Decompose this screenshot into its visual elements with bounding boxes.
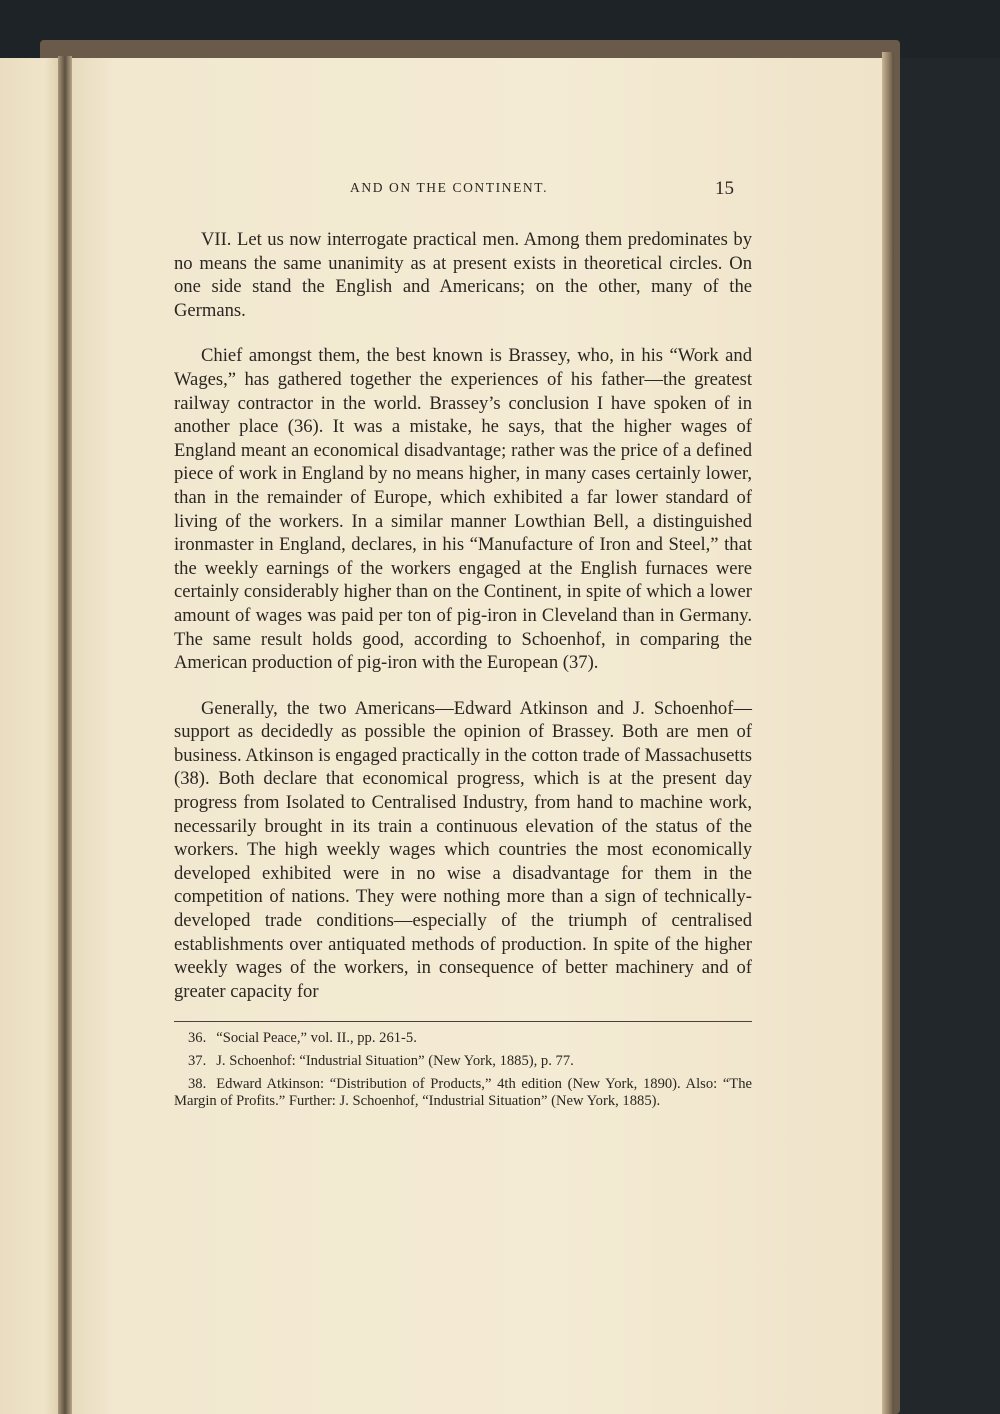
paragraph: Generally, the two Americans—Edward Atkinson and J. Schoenhof—support as decidedly as possible the opinion of Brassey. Both are men of business. Atkinson is engaged practically in the cotton trade of Massachusetts (38). Both declare that economical progress, which is at the present day progress from Isolated to Centralised Industry, from hand to machine work, necessarily brought in its train a continuous elevation of the status of the workers. The high weekly wages which countries the most economically developed exhibited were in no wise a disadvantage for them in the competition of nations. They were nothing more than a sign of technically-developed trade conditions—especially of the triumph of centralised establishments over antiquated methods of production. In spite of the higher weekly wages of the workers, in consequence of better machinery and of greater capacity for: [174, 697, 752, 1002]
footnotes: [174, 1030, 752, 1110]
page-number: 15: [715, 178, 734, 199]
footnote-text: J. Schoenhof: “Industrial Situation” (New York, 1885), p. 77.: [216, 1053, 574, 1070]
footnote: [174, 1030, 752, 1047]
book-gutter: [58, 56, 72, 1414]
left-page-edge: [0, 58, 64, 1414]
footnote-text: “Social Peace,” vol. II., pp. 261-5.: [216, 1030, 417, 1047]
running-head-title: AND ON THE CONTINENT.: [350, 180, 549, 195]
paragraph: VII. Let us now interrogate practical men. Among them predominates by no means the same unanimity as at present exists in theoretical circles. On one side stand the English and Americans; on the other, many of the Germans.: [174, 229, 752, 321]
footnote: [174, 1053, 752, 1070]
footnote: [174, 1076, 752, 1110]
page-stack-edge: [882, 52, 894, 1414]
paragraph: Chief amongst them, the best known is Brassey, who, in his “Work and Wages,” has gathered together the experiences of his father—the greatest railway contractor in the world. Brassey’s conclusion I have spoken of in another place (36). It was a mistake, he says, that the higher wages of England meant an economical disadvantage; rather was the price of a defined piece of work in England by no means higher, in many cases certainly lower, than in the remainder of Europe, which exhibited a far lower standard of living of the workers. In a similar manner Lowthian Bell, a distinguished ironmaster in England, declares, in his “Manufacture of Iron and Steel,” that the weekly earnings of the workers engaged at the English furnaces were certainly considerably higher than on the Continent, in spite of which a lower amount of wages was paid per ton of pig-iron in Cleveland than in Germany. The same result holds good, according to Schoenhof, in comparing the American production of pig-iron with the European (37).: [174, 345, 752, 674]
footnote-divider: [174, 1021, 752, 1022]
page-text-block: [174, 178, 752, 1116]
footnote-text: Edward Atkinson: “Distribution of Products,” 4th edition (New York, 1890). Also: “The Margin of Profits.” Further: J. Schoenhof, “Industrial Situation” (New York, 1885).: [174, 1076, 752, 1110]
footnote-number: 38.: [188, 1076, 207, 1093]
footnote-number: 37.: [188, 1053, 207, 1070]
running-head: [174, 178, 752, 208]
footnote-number: 36.: [188, 1030, 207, 1047]
